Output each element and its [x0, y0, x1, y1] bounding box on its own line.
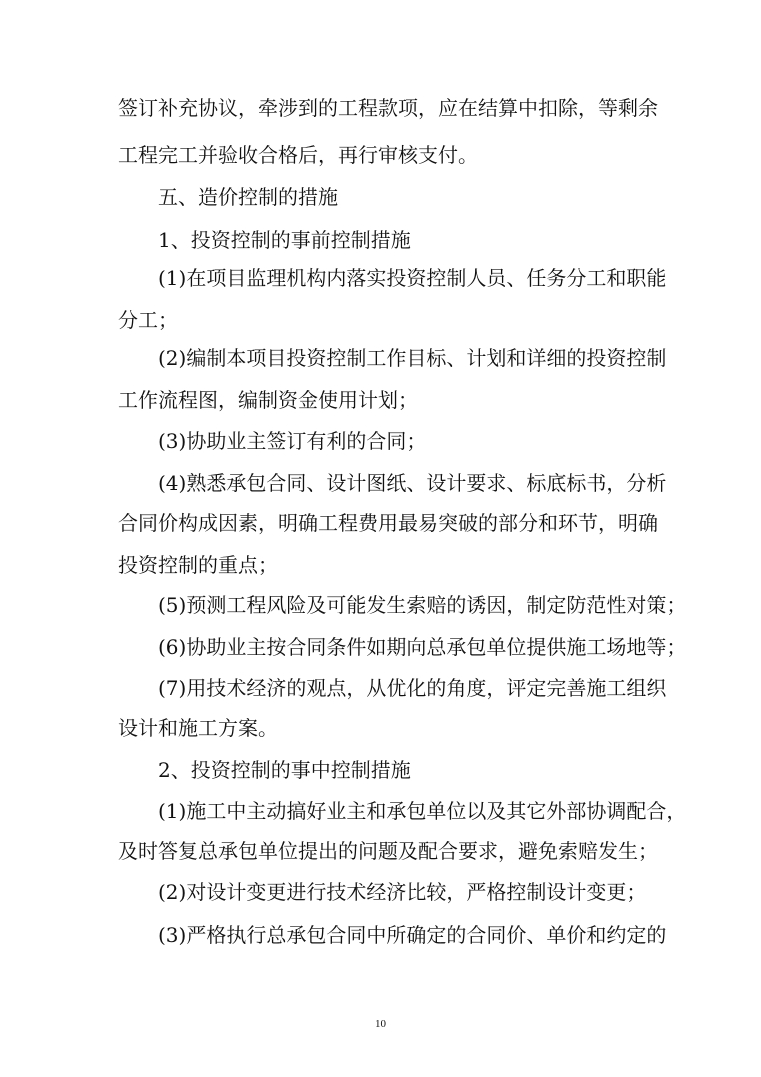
subsection-heading: 1、投资控制的事前控制措施: [158, 228, 411, 252]
paragraph-line: 工作流程图，编制资金使用计划；: [118, 388, 418, 412]
subsection-heading: 2、投资控制的事中控制措施: [158, 758, 411, 782]
paragraph-line: 投资控制的重点；: [118, 553, 278, 577]
paragraph-line: (7)用技术经济的观点，从优化的角度，评定完善施工组织: [158, 676, 667, 700]
paragraph-line: (1)施工中主动搞好业主和承包单位以及其它外部协调配合，: [158, 799, 687, 823]
paragraph-line: (1)在项目监理机构内落实投资控制人员、任务分工和职能: [158, 266, 667, 290]
paragraph-line: (3)协助业主签订有利的合同；: [158, 429, 427, 453]
paragraph-line: 签订补充协议，牵涉到的工程款项，应在结算中扣除，等剩余: [118, 96, 658, 120]
paragraph-line: (5)预测工程风险及可能发生索赔的诱因，制定防范性对策；: [158, 593, 687, 617]
paragraph-line: 及时答复总承包单位提出的问题及配合要求，避免索赔发生；: [118, 839, 658, 863]
paragraph-line: (4)熟悉承包合同、设计图纸、设计要求、标底标书，分析: [158, 471, 667, 495]
paragraph-line: (2)对设计变更进行技术经济比较，严格控制设计变更；: [158, 880, 647, 904]
page-number: 10: [375, 1018, 386, 1030]
section-heading: 五、造价控制的措施: [158, 185, 338, 209]
paragraph-line: (6)协助业主按合同条件如期向总承包单位提供施工场地等；: [158, 635, 687, 659]
paragraph-line: 设计和施工方案。: [118, 716, 278, 740]
paragraph-line: 分工；: [118, 308, 178, 332]
paragraph-line: (3)严格执行总承包合同中所确定的合同价、单价和约定的: [158, 923, 667, 947]
paragraph-line: (2)编制本项目投资控制工作目标、计划和详细的投资控制: [158, 346, 667, 370]
paragraph-line: 合同价构成因素，明确工程费用最易突破的部分和环节，明确: [118, 511, 658, 535]
paragraph-line: 工程完工并验收合格后，再行审核支付。: [118, 143, 478, 167]
